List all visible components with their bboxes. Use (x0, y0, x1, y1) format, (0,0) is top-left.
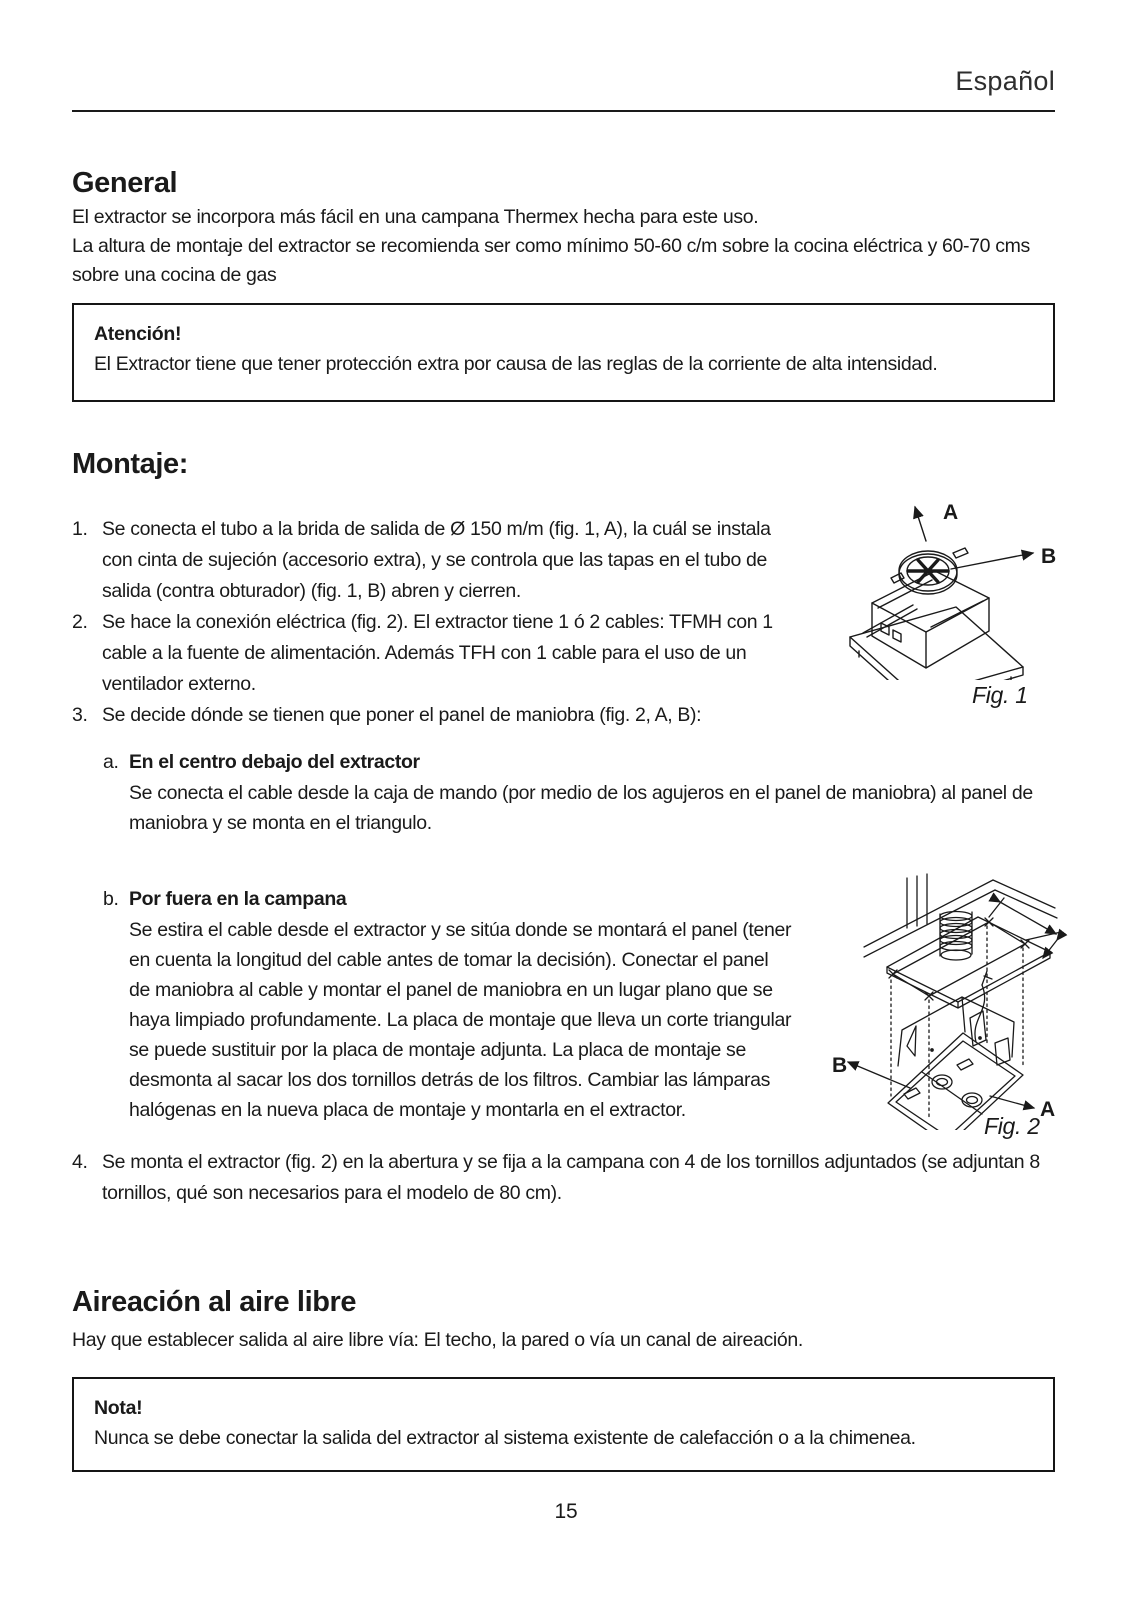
step-2-number: 2. (72, 611, 88, 633)
step-4-text: Se monta el extractor (fig. 2) en la abertura y se fija a la campana con 4 de los tornillos adjuntados (se adjuntan 8 tornillos, qué son necesarios para el modelo de 80 cm). (102, 1151, 1040, 1204)
substep-a-title: En el centro debajo del extractor (129, 751, 420, 773)
section-title-general: General (72, 167, 178, 199)
general-paragraph-1: El extractor se incorpora más fácil en una campana Thermex hecha para este uso. (72, 206, 759, 228)
step-3 (72, 700, 1055, 731)
substep-b (103, 884, 1055, 1125)
step-4-number: 4. (72, 1151, 88, 1173)
section-title-aireacion: Aireación al aire libre (72, 1286, 357, 1318)
step-4 (72, 1147, 1055, 1209)
nota-text: Nunca se debe conectar la salida del extractor al sistema existente de calefacción o a la chimenea. (94, 1427, 916, 1449)
attention-text: El Extractor tiene que tener protección extra por causa de las reglas de la corriente de alta intensidad. (94, 353, 938, 375)
montaje-steps (72, 514, 1055, 1209)
attention-title: Atención! (94, 323, 182, 345)
substep-a-letter: a. (103, 751, 119, 773)
substep-a-text: Se conecta el cable desde la caja de mando (por medio de los agujeros en el panel de maniobra) al panel de maniobra y se monta en el triangulo. (129, 782, 1033, 834)
section-title-montaje: Montaje: (72, 448, 189, 480)
fig1-caption: Fig. 1 (972, 682, 1028, 708)
general-paragraph-2: La altura de montaje del extractor se recomienda ser como mínimo 50-60 c/m sobre la cocina eléctrica y 60-70 cms sobre una cocina de gas (72, 235, 1030, 286)
step-3-number: 3. (72, 704, 88, 726)
fig2-caption: Fig. 2 (984, 1113, 1040, 1139)
step-3-text: Se decide dónde se tienen que poner el panel de maniobra (fig. 2, A, B): (102, 704, 702, 726)
step-1-text: Se conecta el tubo a la brida de salida de Ø 150 m/m (fig. 1, A), la cuál se instala con cinta de sujeción (accesorio extra), y se controla que las tapas en el tubo de salida (contra obturador) (fig. 1, B) abren y cierren. (102, 518, 771, 602)
fig2-label-b: B (832, 1054, 848, 1077)
aireacion-text: Hay que establecer salida al aire libre vía: El techo, la pared o vía un canal de aireación. (72, 1329, 803, 1351)
step-2-text: Se hace la conexión eléctrica (fig. 2). El extractor tiene 1 ó 2 cables: TFMH con 1 cable a la fuente de alimentación. Además TFH con 1 cable para el uso de un ventilador externo. (102, 611, 773, 695)
attention-box (72, 303, 1055, 402)
substep-a (103, 747, 1055, 838)
fig2-label-a: A (1040, 1098, 1056, 1121)
step-1 (72, 514, 1055, 607)
substep-b-text: Se estira el cable desde el extractor y se sitúa donde se montará el panel (tener en cuenta la longitud del cable antes de tomar la decisión). Conectar el panel de maniobra al cable y montar el panel de maniobra en un lugar plano que se haya limpiado profundamente. La placa de montaje que lleva un corte triangular se puede sustituir por la placa de montaje adjunta. La placa de montaje se desmonta al sacar los dos tornillos detrás de los filtros. Cambiar las lámparas halógenas en la nueva placa de montaje y montarla en el extractor. (129, 919, 792, 1121)
general-paragraphs (72, 203, 1055, 290)
nota-title: Nota! (94, 1397, 143, 1419)
nota-box (72, 1377, 1055, 1472)
header-divider (72, 110, 1055, 112)
substep-b-title: Por fuera en la campana (129, 888, 347, 910)
fig1-label-b: B (1041, 545, 1057, 568)
step-2 (72, 607, 1055, 700)
fig1-label-a: A (943, 501, 959, 524)
substep-b-letter: b. (103, 888, 119, 910)
language-label: Español (955, 66, 1055, 96)
page-number: 15 (554, 1500, 578, 1523)
step-1-number: 1. (72, 518, 88, 540)
